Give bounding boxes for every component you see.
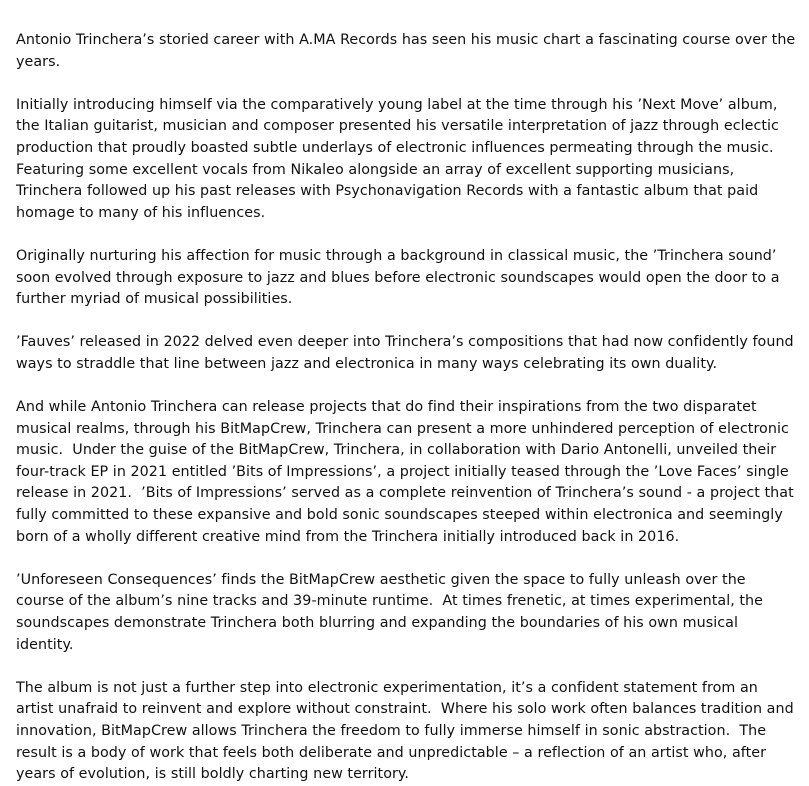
paragraph-fauves: ’Fauves’ released in 2022 delved even deeper into Trinchera’s compositions that had now confidently found ways to straddle that line between jazz and electronica in many ways celebrating its own duality.	[16, 334, 799, 372]
paragraph-unforeseen-consequences: ’Unforeseen Consequences’ finds the BitMapCrew aesthetic given the space to fully unleash over the course of the album’s nine tracks and 39-minute runtime. At times frenetic, at times experimental, the soundscapes demonstrate Trinchera both blurring and expanding the boundaries of his own musical identity.	[16, 571, 768, 653]
article-body	[16, 30, 798, 786]
paragraph-next-move: Initially introducing himself via the comparatively young label at the time through his ’Next Move’ album, the Italian guitarist, musician and composer presented his versatile interpretation of jazz through eclectic production that proudly boasted subtle underlays of electronic influences permeating through the music. Featuring some excellent vocals from Nikaleo alongside an array of excellent supporting musicians, Trinchera followed up his past releases with Psychonavigation Records with a fantastic album that paid homage to many of his influences.	[16, 96, 784, 221]
paragraph-trinchera-sound: Originally nurturing his affection for music through a background in classical music, the ’Trinchera sound’ soon evolved through exposure to jazz and blues before electronic soundscapes would open the door to a further myriad of musical possibilities.	[16, 247, 785, 308]
paragraph-intro: Antonio Trinchera’s storied career with A.MA Records has seen his music chart a fascinating course over the years.	[16, 32, 800, 70]
paragraph-bitmapcrew: And while Antonio Trinchera can release projects that do find their inspirations from the two disparatet musical realms, through his BitMapCrew, Trinchera can present a more unhindered perception of electronic music. Under the guise of the BitMapCrew, Trinchera, in collaboration with Dario Antonelli, unveiled their four-track EP in 2021 entitled ’Bits of Impressions’, a project initially teased through the ’Love Faces’ single release in 2021. ’Bits of Impressions’ served as a complete reinvention of Trinchera’s sound - a project that fully committed to these expansive and bold sonic soundscapes steeped within electronica and seemingly born of a wholly different creative mind from the Trinchera initially introduced back in 2016.	[16, 399, 799, 545]
paragraph-conclusion: The album is not just a further step into electronic experimentation, it’s a confident statement from an artist unafraid to reinvent and explore without constraint. Where his solo work often balances tradition and innovation, BitMapCrew allows Trinchera the freedom to fully immerse himself in sonic abstraction. The result is a body of work that feels both deliberate and unpredictable – a reflection of an artist who, after years of evolution, is still boldly charting new territory.	[16, 679, 799, 783]
